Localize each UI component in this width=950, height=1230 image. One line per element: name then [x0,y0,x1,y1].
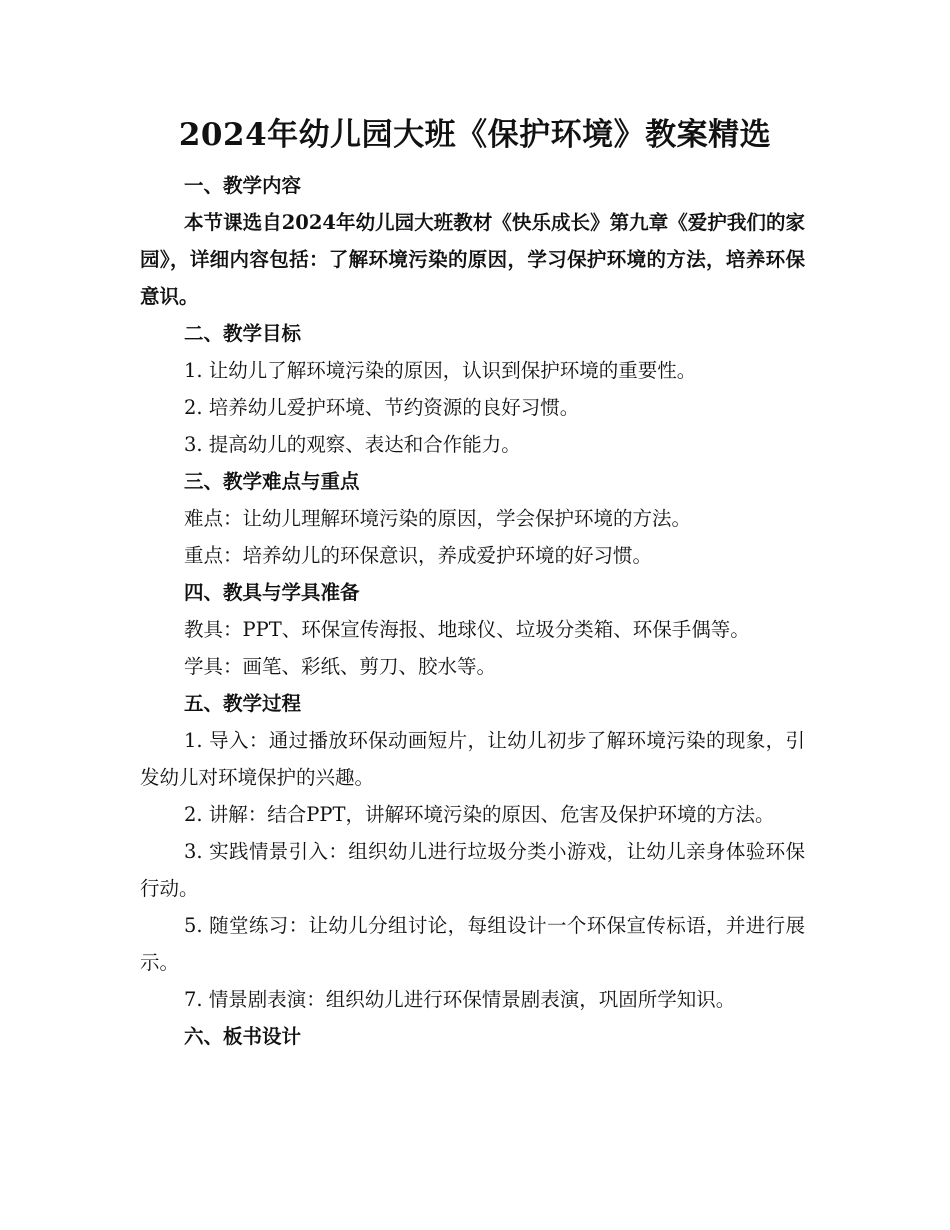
objective-item: 3. 提高幼儿的观察、表达和合作能力。 [184,433,521,456]
page-title: 2024年幼儿园大班《保护环境》教案精选 [178,117,772,153]
section-heading-process: 五、教学过程 [184,692,302,715]
objective-item: 1. 让幼儿了解环境污染的原因，认识到保护环境的重要性。 [184,359,697,382]
section-heading-key-points: 三、教学难点与重点 [184,470,360,493]
document-body [140,167,805,1055]
section-heading-materials: 四、教具与学具准备 [184,581,360,604]
process-step: 7. 情景剧表演：组织幼儿进行环保情景剧表演，巩固所学知识。 [184,988,736,1011]
content-intro-paragraph: 本节课选自2024年幼儿园大班教材《快乐成长》第九章《爱护我们的家园》，详细内容包括：了解环境污染的原因，学习保护环境的方法，培养环保意识。 [140,211,805,308]
process-step: 5. 随堂练习：让幼儿分组讨论，每组设计一个环保宣传标语，并进行展示。 [140,914,805,974]
section-heading-board-design: 六、板书设计 [184,1025,302,1048]
objective-item: 2. 培养幼儿爱护环境、节约资源的良好习惯。 [184,396,580,419]
section-heading-content: 一、教学内容 [184,174,302,197]
teacher-tools-paragraph: 教具：PPT、环保宣传海报、地球仪、垃圾分类箱、环保手偶等。 [184,618,750,641]
student-tools-paragraph: 学具：画笔、彩纸、剪刀、胶水等。 [184,655,497,678]
difficulty-paragraph: 难点：让幼儿理解环境污染的原因，学会保护环境的方法。 [184,507,692,530]
section-heading-objectives: 二、教学目标 [184,322,302,345]
process-step: 2. 讲解：结合PPT，讲解环境污染的原因、危害及保护环境的方法。 [184,803,775,826]
process-step: 3. 实践情景引入：组织幼儿进行垃圾分类小游戏，让幼儿亲身体验环保行动。 [140,840,805,900]
focus-paragraph: 重点：培养幼儿的环保意识，养成爱护环境的好习惯。 [184,544,653,567]
process-step: 1. 导入：通过播放环保动画短片，让幼儿初步了解环境污染的现象，引发幼儿对环境保护的兴趣。 [140,729,805,789]
